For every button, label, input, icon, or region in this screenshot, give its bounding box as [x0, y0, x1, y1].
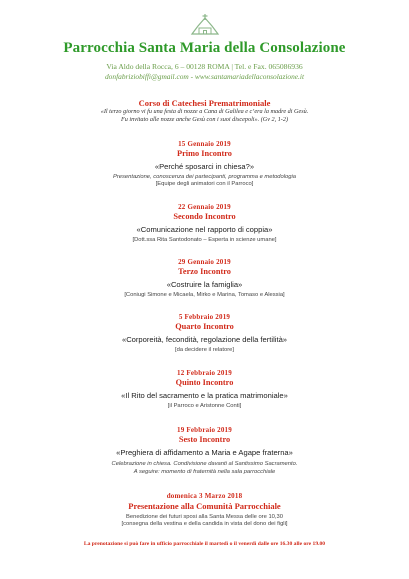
meeting-name: Terzo Incontro: [178, 267, 231, 276]
meeting-6: [0, 426, 409, 476]
meeting-5: [0, 369, 409, 409]
meeting-name: Sesto Incontro: [178, 435, 231, 444]
meeting-topic: «Corporeità, fecondità, regolazione della fertilità»: [121, 335, 288, 344]
meeting-note: Presentazione, conoscenza dei partecipanti, programma e metodologia: [112, 174, 297, 180]
meeting-1: [0, 140, 409, 187]
meeting-date: 22 Gennaio 2019: [178, 203, 231, 211]
contact-line: Via Aldo della Rocca, 6 – 00128 ROMA | Tel. e Fax. 065086936: [106, 62, 303, 71]
final-title: Presentazione alla Comunità Parrocchiale: [128, 501, 281, 511]
meeting-date: 12 Febbraio 2019: [177, 369, 232, 377]
meeting-topic: «Il Rito del sacramento e la pratica matrimoniale»: [121, 391, 288, 400]
booking-footer: La prenotazione si può fare in ufficio parrocchiale il martedì o il venerdì dalle ore 16.30 alle ore 19.00: [83, 541, 326, 547]
meeting-topic: «Costruire la famiglia»: [166, 280, 243, 289]
meeting-topic: «Comunicazione nel rapporto di coppia»: [136, 225, 273, 234]
meeting-note: Celebrazione in chiesa. Condivisione davanti al Santissimo Sacramento.: [111, 461, 298, 467]
meeting-name: Quinto Incontro: [175, 378, 234, 387]
email-website-line: donfabriziobiffi@gmail.com - www.santamariadellaconsolazione.it: [104, 72, 305, 81]
meeting-speakers: [Equipe degli animatori con il Parroco]: [155, 181, 254, 187]
meeting-name: Primo Incontro: [177, 149, 232, 158]
scripture-quote-line-1: «Il terzo giorno vi fu una festa di nozze a Cana di Galilea e c’era la madre di Gesù.: [100, 108, 309, 115]
final-event: [0, 492, 409, 527]
meeting-name: Secondo Incontro: [173, 212, 236, 221]
course-title: Corso di Catechesi Prematrimoniale: [138, 98, 271, 108]
meeting-date: 5 Febbraio 2019: [178, 313, 231, 321]
meeting-date: 29 Gennaio 2019: [178, 258, 231, 266]
course-header: [0, 98, 409, 124]
meeting-speakers: [Dott.ssa Rita Santodonato – Esperta in scienze umane]: [132, 237, 277, 243]
meeting-note-2: A seguire: momento di fraternità nella sala parrocchiale: [133, 469, 276, 475]
meeting-topic: «Preghiera di affidamento a Maria e Agape fraterna»: [116, 448, 293, 457]
parish-title: Parrocchia Santa Maria della Consolazione: [63, 40, 346, 56]
meeting-speakers: [Coniugi Simone e Micaela, Mirko e Marina, Tomaso e Alessia]: [124, 292, 285, 298]
meeting-2: [0, 203, 409, 243]
final-date: domenica 3 Marzo 2018: [166, 492, 243, 500]
church-logo-icon: [0, 14, 409, 40]
meeting-topic: «Perché sposarci in chiesa?»: [154, 162, 255, 171]
meeting-speakers: [da decidere il relatore]: [175, 347, 234, 353]
final-line-1: Benedizione dei futuri sposi alla Santa Messa delle ore 10,30: [126, 514, 283, 520]
meeting-speakers: [il Parroco e Aristonne Conti]: [167, 403, 242, 409]
meeting-date: 15 Gennaio 2019: [178, 140, 231, 148]
meeting-4: [0, 313, 409, 353]
final-line-2: [consegna della vestina e della candida in vista del dono dei figli]: [121, 521, 288, 527]
meeting-3: [0, 258, 409, 298]
meeting-date: 19 Febbraio 2019: [177, 426, 232, 434]
scripture-quote-line-2: Fu invitato alle nozze anche Gesù con i suoi discepoli». (Gv 2, 1-2): [120, 116, 289, 123]
meeting-name: Quarto Incontro: [175, 322, 234, 331]
